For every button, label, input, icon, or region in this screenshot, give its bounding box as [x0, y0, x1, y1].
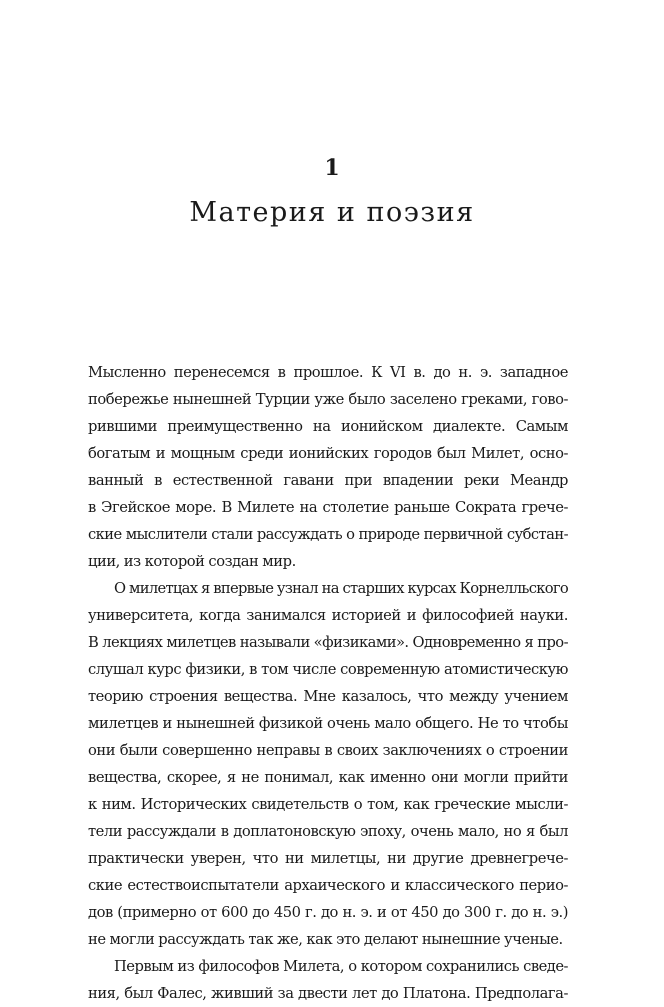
- text-line: Первым из философов Милета, о котором сохранились сведе-: [114, 958, 568, 975]
- text-line: богатым и мощным среди ионийских городов был Милет, осно-: [88, 445, 568, 462]
- text-line: они были совершенно неправы в своих заключениях о строении: [88, 742, 568, 759]
- text-line: практически уверен, что ни милетцы, ни другие древнегрече-: [88, 850, 568, 867]
- text-line: ские мыслители стали рассуждать о природе первичной субстан-: [88, 526, 568, 543]
- paragraph-2: [88, 575, 568, 953]
- body-text: [88, 359, 568, 1007]
- text-line: вещества, скорее, я не понимал, как именно они могли прийти: [88, 769, 568, 786]
- text-line: Мысленно перенесемся в прошлое. К VI в. до н. э. западное: [88, 364, 568, 381]
- text-line: университета, когда занимался историей и философией науки.: [88, 607, 568, 624]
- text-line: не могли рассуждать так же, как это делают нынешние ученые.: [88, 931, 563, 948]
- text-line: слушал курс физики, в том числе современную атомистическую: [88, 661, 568, 678]
- text-line: побережье нынешней Турции уже было заселено греками, гово-: [88, 391, 568, 408]
- chapter-title: Материя и поэзия: [189, 197, 475, 228]
- text-line: милетцев и нынешней физикой очень мало общего. Не то чтобы: [88, 715, 568, 732]
- paragraph-1: [88, 359, 568, 575]
- text-line: ния, был Фалес, живший за двести лет до Платона. Предполага-: [88, 985, 568, 1002]
- text-line: тели рассуждали в доплатоновскую эпоху, очень мало, но я был: [88, 823, 568, 840]
- text-line: ские естествоиспытатели архаического и классического перио-: [88, 877, 568, 894]
- text-line: ванный в естественной гавани при впадении реки Меандр: [88, 472, 568, 489]
- text-line: в Эгейское море. В Милете на столетие раньше Сократа грече-: [88, 499, 568, 516]
- text-line: В лекциях милетцев называли «физиками». Одновременно я про-: [88, 634, 568, 651]
- paragraph-3: [88, 953, 568, 1007]
- text-line: теорию строения вещества. Мне казалось, что между учением: [88, 688, 568, 705]
- text-line: к ним. Исторических свидетельств о том, как греческие мысли-: [88, 796, 568, 813]
- text-line: О милетцах я впервые узнал на старших курсах Корнелльского: [114, 580, 568, 597]
- chapter-number: 1: [324, 155, 340, 181]
- text-line: ции, из которой создан мир.: [88, 553, 296, 570]
- text-line: рившими преимущественно на ионийском диалекте. Самым: [88, 418, 568, 435]
- text-line: дов (примерно от 600 до 450 г. до н. э. и от 450 до 300 г. до н. э.): [88, 904, 568, 921]
